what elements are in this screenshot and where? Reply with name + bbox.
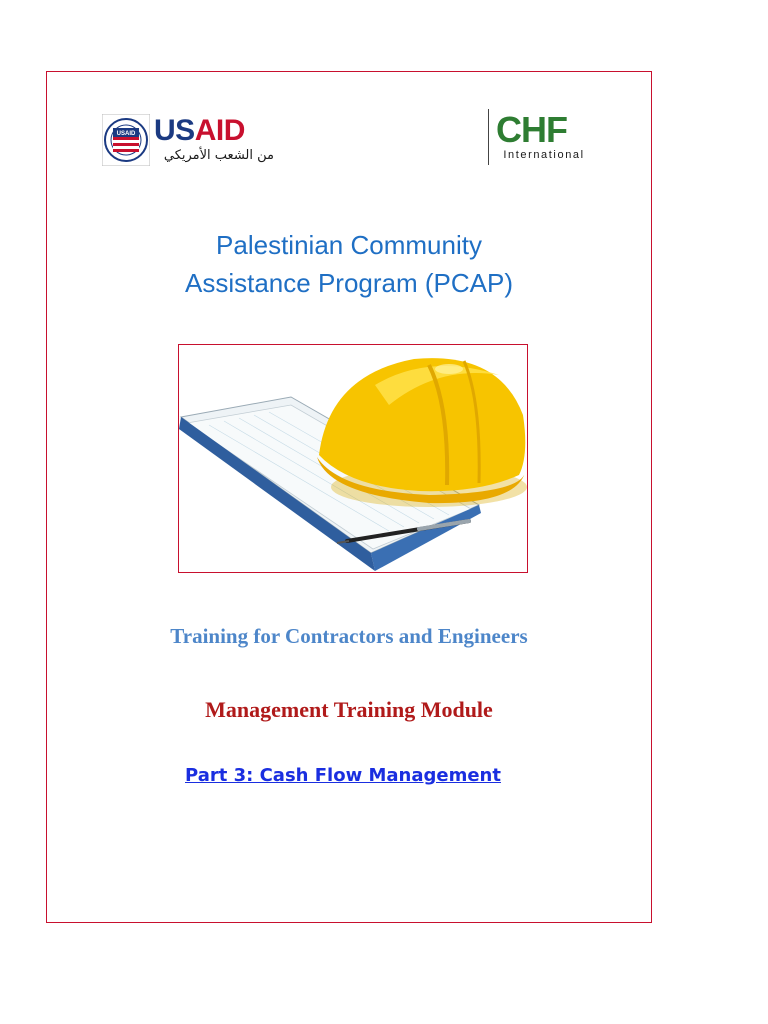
program-title-line2: Assistance Program (PCAP) (185, 268, 513, 298)
chf-subtitle: International (503, 149, 585, 161)
program-title-line1: Palestinian Community (216, 230, 482, 260)
program-title (46, 226, 652, 302)
chf-wordmark: CHF (496, 109, 567, 150)
svg-text:USAID: USAID (116, 131, 136, 137)
chf-international-logo (488, 109, 604, 165)
usaid-arabic-tagline: من الشعب الأمريكي (163, 148, 274, 163)
usaid-seal-icon (102, 114, 150, 166)
usaid-wordmark: USAID (154, 114, 245, 147)
usaid-logo (102, 114, 274, 166)
part-3-link[interactable]: Part 3: Cash Flow Management (185, 765, 501, 786)
training-subtitle: Training for Contractors and Engineers (170, 624, 528, 648)
module-title: Management Training Module (205, 697, 493, 722)
cover-photo (178, 344, 528, 573)
hard-hat-notebook-icon (179, 345, 527, 572)
